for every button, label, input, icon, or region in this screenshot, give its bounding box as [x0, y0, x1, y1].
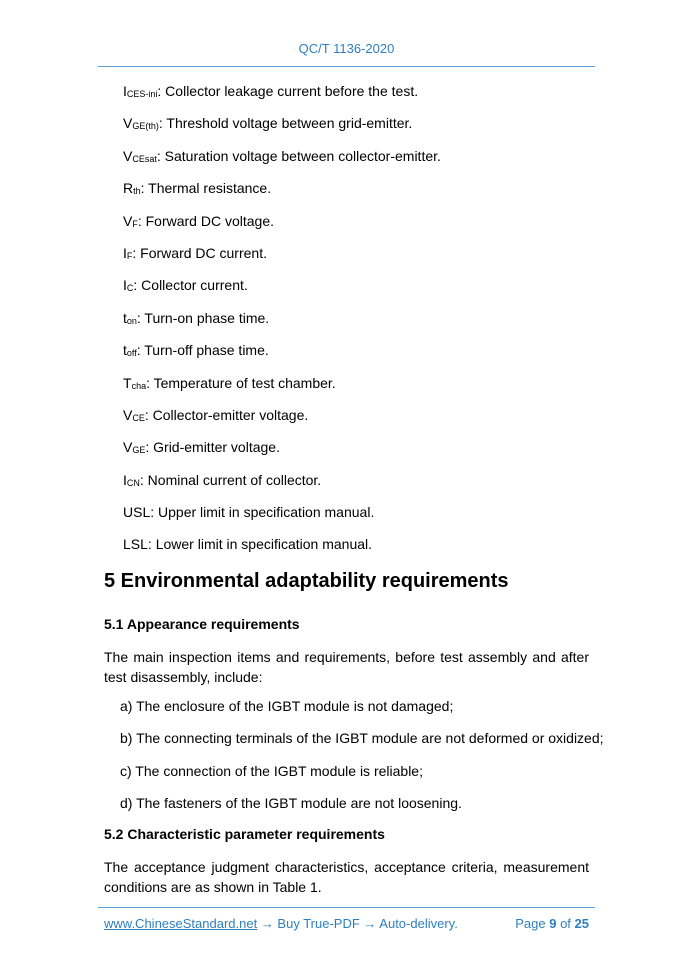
symbol-subscript: cha: [131, 380, 147, 391]
symbol-subscript: CE: [132, 412, 145, 423]
page-total: 25: [574, 916, 589, 931]
of-label: of: [560, 916, 571, 931]
definition-text: : Thermal resistance.: [140, 180, 272, 197]
page-number: [515, 916, 589, 931]
definition-text: : Threshold voltage between grid-emitter.: [158, 115, 413, 132]
definition-item: [123, 178, 441, 210]
symbol: V: [123, 115, 133, 132]
symbol-subscript: on: [126, 315, 137, 326]
definition-item: [123, 146, 441, 178]
definition-item: [123, 81, 441, 113]
definition-item: [123, 275, 441, 307]
symbol-subscript: off: [126, 348, 137, 359]
symbol-subscript: th: [133, 186, 141, 197]
symbol: V: [123, 406, 133, 423]
symbol-subscript: F: [126, 250, 133, 261]
symbol: t: [123, 342, 127, 359]
list-item: a) The enclosure of the IGBT module is not damaged;: [120, 698, 454, 714]
list-item: c) The connection of the IGBT module is reliable;: [120, 762, 423, 779]
symbol: I: [123, 83, 127, 99]
definition-item: [123, 113, 441, 145]
section-5-1-intro: The main inspection items and requirements, before test assembly and after test disassembly, include:: [104, 649, 589, 685]
definition-text: : Collector leakage current before the test.: [157, 83, 419, 99]
definition-text: : Turn-on phase time.: [136, 309, 270, 326]
symbol-subscript: C: [126, 283, 134, 294]
definition-item: [123, 470, 441, 502]
symbol: V: [123, 212, 133, 229]
symbol-subscript: F: [132, 218, 138, 229]
page-current: 9: [549, 916, 557, 931]
definition-item: [123, 373, 441, 405]
footer-promo: → Buy True-PDF → Auto-delivery.: [257, 916, 458, 931]
definition-item: [123, 211, 441, 243]
definition-item: [123, 534, 441, 566]
symbol-subscript: CEsat: [132, 153, 157, 164]
page-footer: [104, 916, 589, 931]
symbol: t: [123, 309, 127, 326]
definition-text: : Collector current.: [133, 277, 248, 294]
definition-text: : Forward DC voltage.: [137, 212, 275, 229]
symbol-definitions-list: [123, 81, 441, 567]
symbol: V: [123, 147, 133, 164]
symbol: I: [123, 277, 127, 294]
page-label: Page: [515, 916, 546, 931]
header-divider: [98, 66, 595, 67]
website-link[interactable]: www.ChineseStandard.net: [104, 916, 258, 931]
section-5-2-intro: The acceptance judgment characteristics, acceptance criteria, measurement conditions are as shown in Table 1.: [104, 859, 589, 895]
definition-text: : Saturation voltage between collector-emitter.: [156, 147, 441, 164]
list-item: d) The fasteners of the IGBT module are not loosening.: [120, 795, 462, 812]
definition-item: [123, 405, 441, 437]
page-header-title: QC/T 1136-2020: [298, 41, 395, 56]
symbol-subscript: GE: [132, 445, 146, 456]
footer-divider: [98, 907, 595, 908]
symbol-subscript: GE(th): [132, 121, 159, 132]
list-item: b) The connecting terminals of the IGBT module are not deformed or oxidized;: [120, 730, 604, 747]
definition-text: : Lower limit in specification manual.: [147, 536, 373, 553]
symbol: V: [123, 439, 133, 456]
symbol: T: [123, 374, 132, 391]
definition-text: : Collector-emitter voltage.: [144, 406, 309, 423]
definition-text: : Turn-off phase time.: [136, 342, 269, 359]
symbol: R: [123, 180, 134, 197]
definition-item: [123, 308, 441, 340]
definition-item: [123, 437, 441, 469]
symbol: I: [123, 471, 127, 488]
definition-item: [123, 502, 441, 534]
definition-item: [123, 340, 441, 372]
symbol: LSL: [123, 536, 148, 553]
symbol: USL: [123, 504, 151, 521]
definition-text: : Upper limit in specification manual.: [150, 504, 375, 521]
definition-text: : Grid-emitter voltage.: [145, 439, 280, 456]
section-5-heading: 5 Environmental adaptability requirements: [104, 570, 509, 592]
symbol-subscript: CES-ini: [126, 89, 158, 99]
section-5-2-heading: 5.2 Characteristic parameter requirements: [104, 826, 385, 842]
definition-item: [123, 243, 441, 275]
definition-text: : Forward DC current.: [132, 244, 267, 261]
appearance-requirements-list: [120, 696, 604, 826]
symbol-subscript: CN: [126, 477, 140, 488]
symbol: I: [123, 244, 127, 261]
definition-text: : Nominal current of collector.: [139, 471, 322, 488]
section-5-1-heading: 5.1 Appearance requirements: [104, 616, 300, 632]
definition-text: : Temperature of test chamber.: [146, 374, 336, 391]
